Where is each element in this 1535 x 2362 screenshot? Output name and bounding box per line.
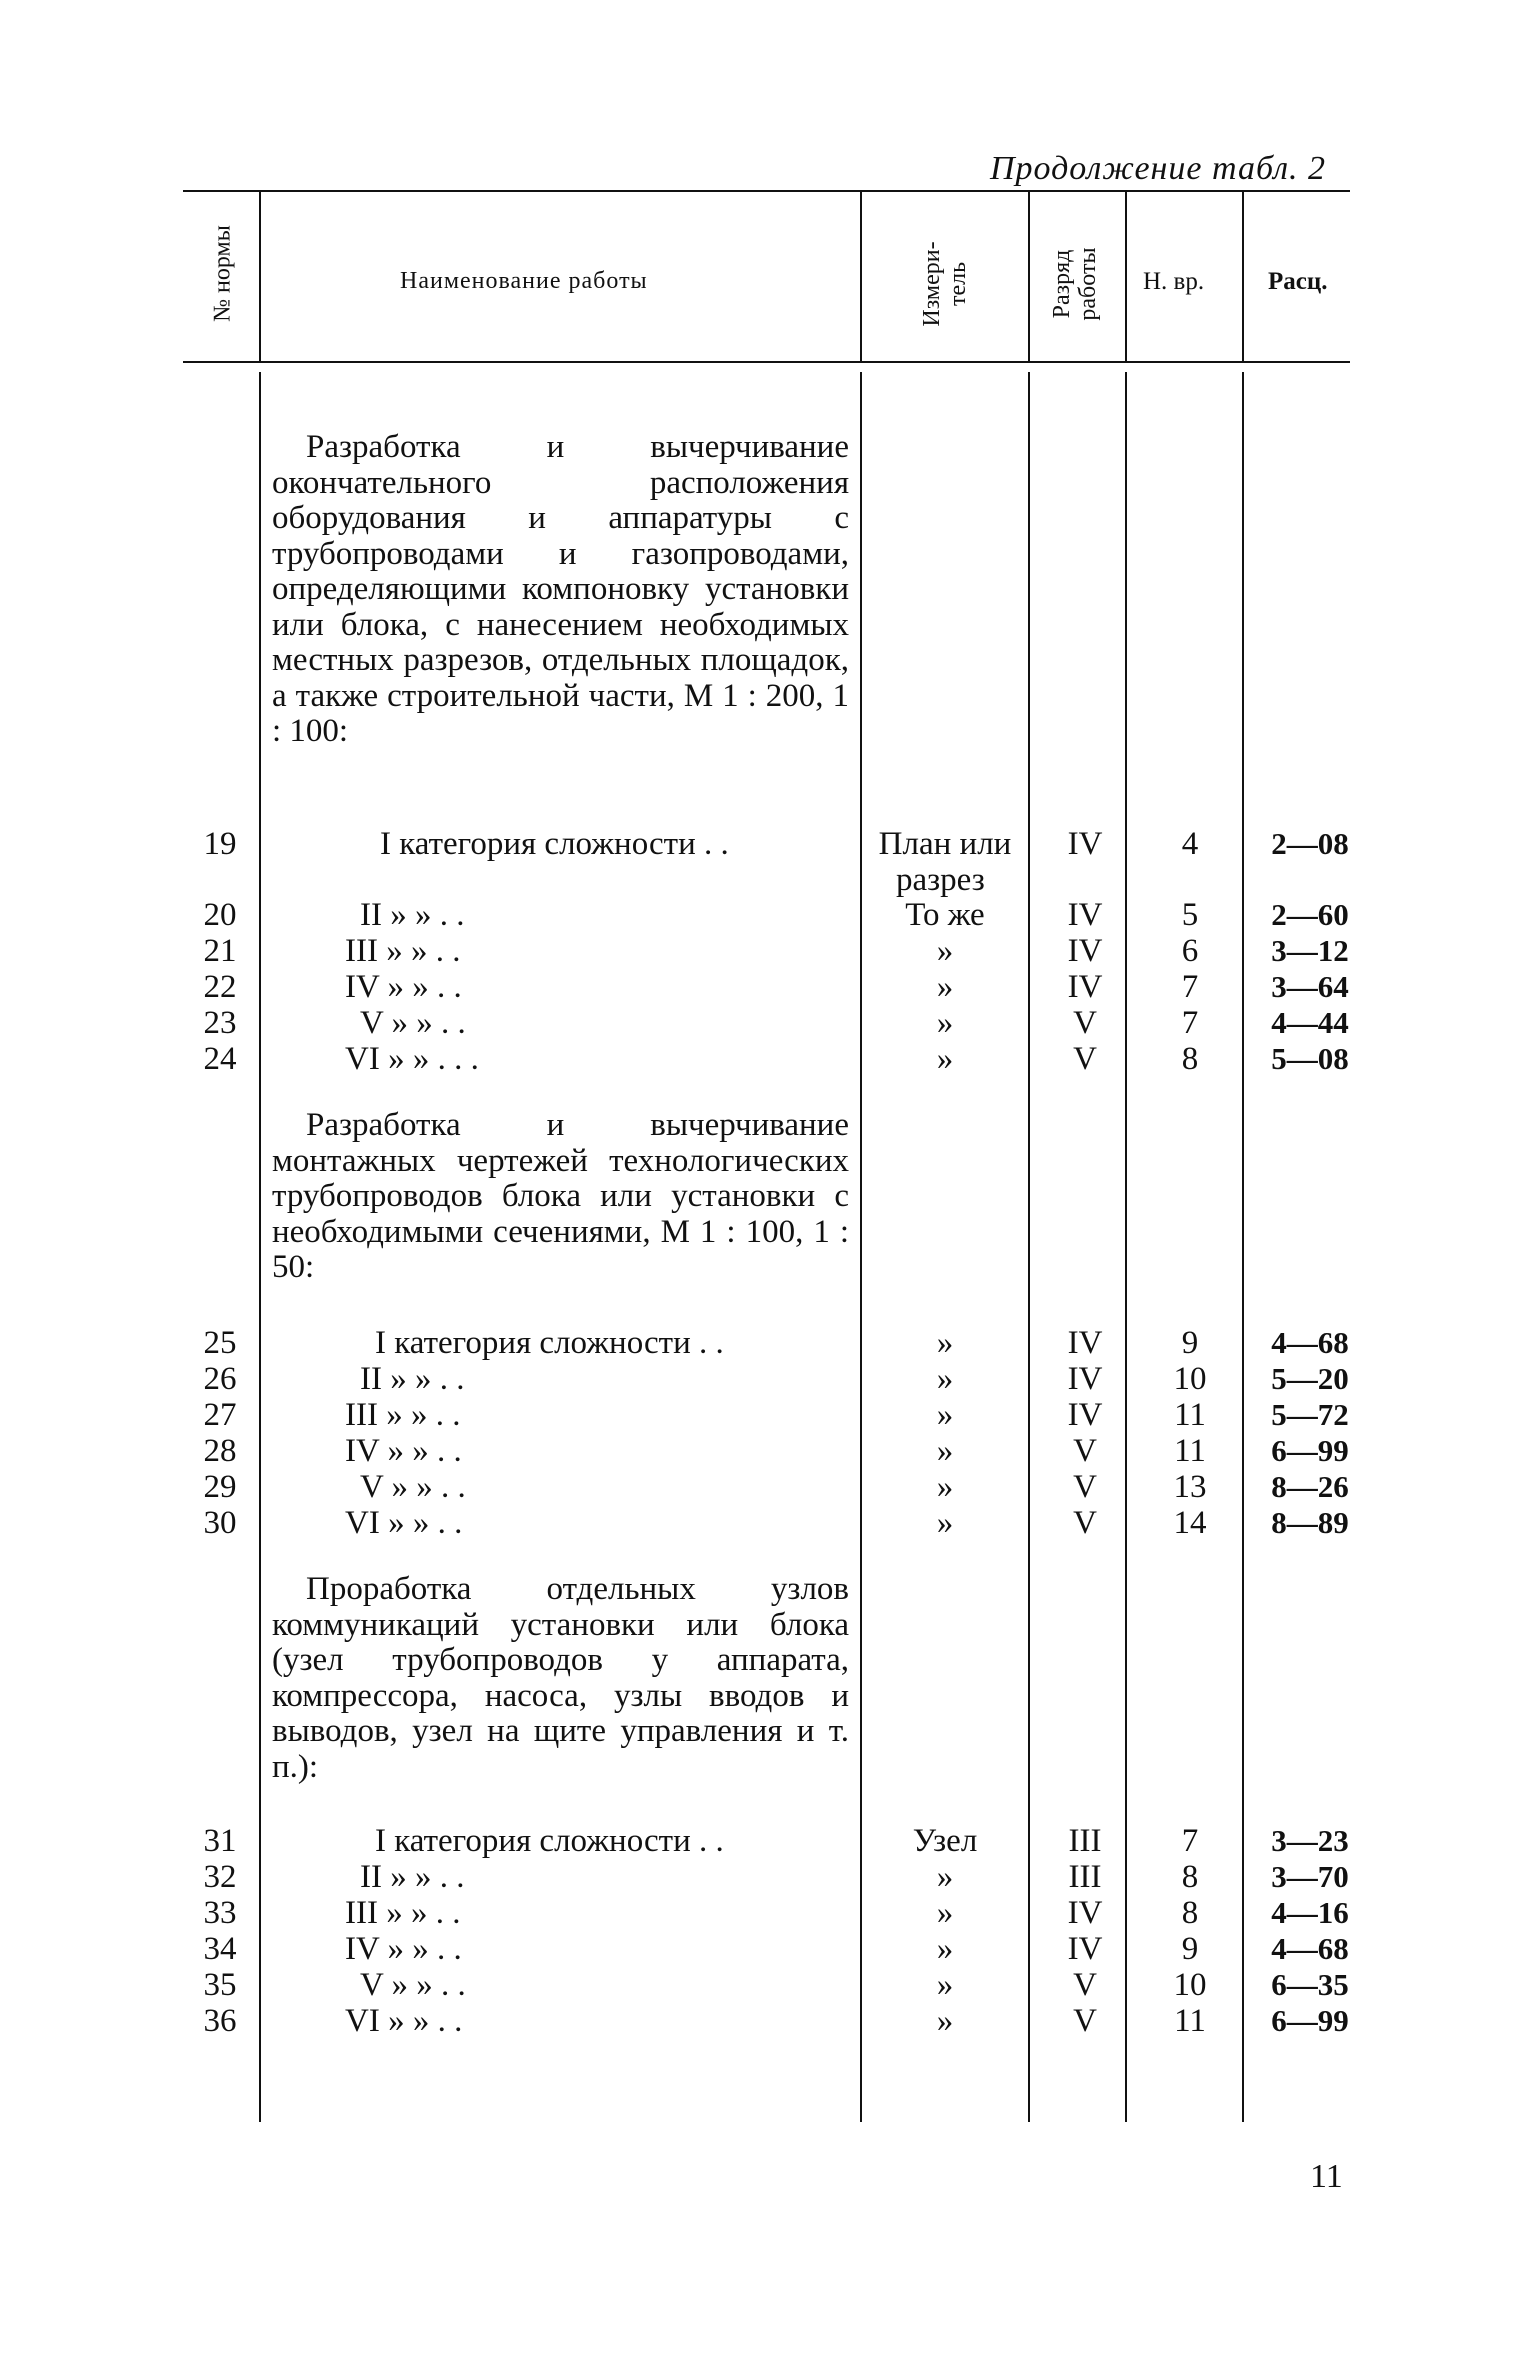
table-row: 25 I категория сложности . . » IV 9 4—68: [203, 1325, 1349, 1361]
header-time: Н. вр.: [1143, 268, 1205, 295]
table-row: 29 V » » . . » V 13 8—26: [203, 1469, 1349, 1505]
table-row: 33 III » » . . » IV 8 4—16: [203, 1895, 1349, 1931]
table-caption: Продолжение табл. 2: [990, 150, 1327, 187]
table-row: 34 IV » » . . » IV 9 4—68: [203, 1931, 1349, 1967]
table-row: 32 II » » . . » III 8 3—70: [203, 1859, 1349, 1895]
table-row: 28 IV » » . . » V 11 6—99: [203, 1433, 1349, 1469]
table-row: 30 VI » » . . » V 14 8—89: [203, 1505, 1349, 1541]
col-divider: [1242, 192, 1244, 362]
header-name: Наименование работы: [400, 268, 648, 294]
table-row: 31 I категория сложности . . Узел III 7 3—23: [203, 1823, 1349, 1859]
table-row: 23 V » » . . » V 7 4—44: [203, 1005, 1349, 1041]
col-divider: [1028, 192, 1030, 362]
table-row: 21 III » » . . » IV 6 3—12: [203, 933, 1349, 969]
header-grade: Разряд работы: [1049, 247, 1101, 321]
table-row: 19 I категория сложности . . План или IV 4 2—08: [203, 826, 1349, 862]
header-number: № нормы: [209, 225, 236, 322]
table-row: 27 III » » . . » IV 11 5—72: [203, 1397, 1349, 1433]
unit-continuation: разрез: [896, 862, 985, 898]
table-row: 22 IV » » . . » IV 7 3—64: [203, 969, 1349, 1005]
section-description: Проработка отдельных узлов коммуникаций установки или блока (узел трубопроводов у аппарата, компрессора, насоса, узлы вводов и выводов, узел на щите управления и т. п.):: [272, 1571, 849, 1785]
header-top-rule: [183, 190, 1350, 192]
col-divider: [860, 192, 862, 362]
header-unit: Измери- тель: [919, 241, 971, 327]
section-description: Разработка и вычерчивание окончательного расположения оборудования и аппаратуры с трубопроводами и газопроводами, определяющими компоновку установки или блока, с нанесением необходимых местных разрезов, отдельных площадок, а также строительной части, М 1 : 200, 1 : 100:: [272, 429, 849, 749]
page-number: 11: [1310, 2158, 1343, 2195]
table-row: 26 II » » . . » IV 10 5—20: [203, 1361, 1349, 1397]
table-row: 24 VI » » . . . » V 8 5—08: [203, 1041, 1349, 1077]
col-divider: [259, 192, 261, 362]
table-row: 20 II » » . . То же IV 5 2—60: [203, 897, 1349, 933]
section-description: Разработка и вычерчивание монтажных чертежей технологических трубопроводов блока или установки с необходимыми сечениями, М 1 : 100, 1 : 50:: [272, 1107, 849, 1285]
col-divider: [1125, 192, 1127, 362]
header-bottom-rule: [183, 361, 1350, 363]
header-price: Расц.: [1268, 268, 1328, 295]
table-row: 36 VI » » . . » V 11 6—99: [203, 2003, 1349, 2039]
table-row: 35 V » » . . » V 10 6—35: [203, 1967, 1349, 2003]
